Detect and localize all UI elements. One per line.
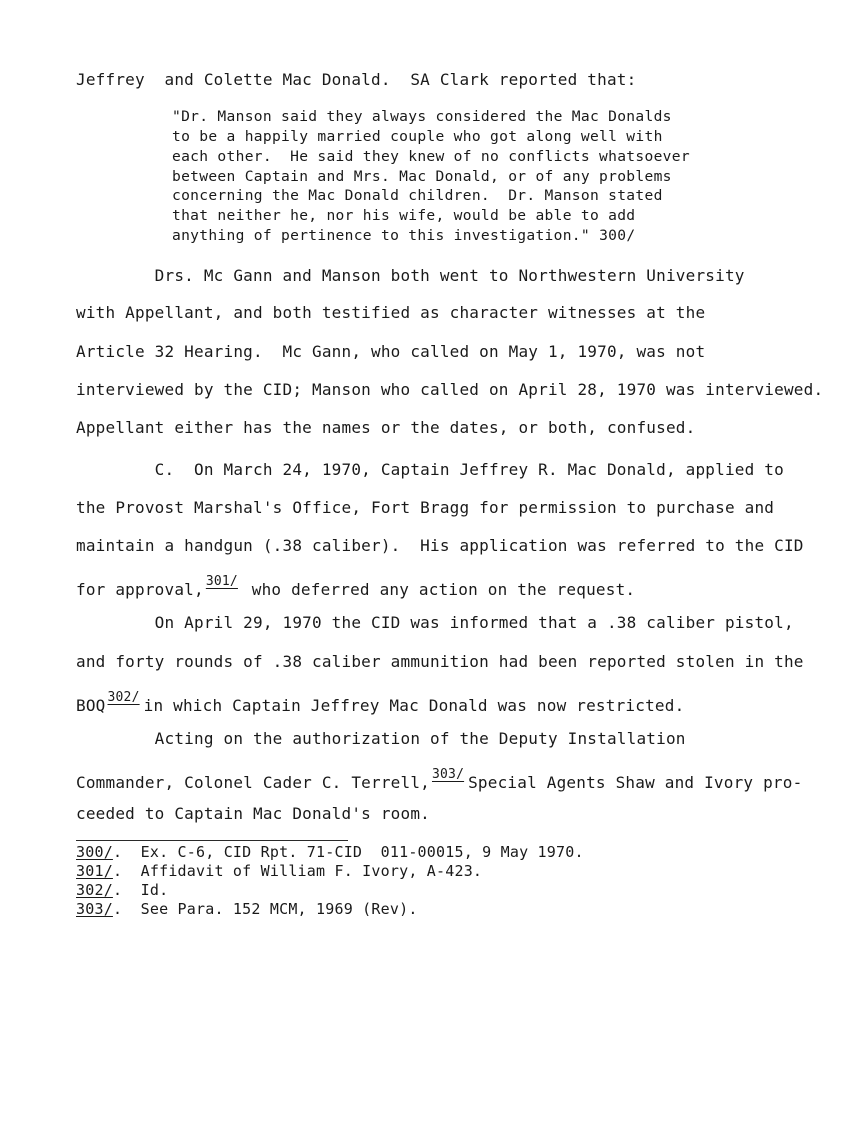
body-line: Acting on the authorization of the Deputy Installation bbox=[76, 729, 686, 748]
footnote-divider bbox=[76, 840, 348, 841]
quote-line: that neither he, nor his wife, would be able to add bbox=[172, 207, 636, 224]
footnote-text: . Id. bbox=[112, 881, 169, 899]
body-line: Drs. Mc Gann and Manson both went to Northwestern University bbox=[76, 266, 745, 285]
footnote bbox=[76, 900, 418, 918]
footnote-number: 301/ bbox=[76, 862, 113, 880]
body-line bbox=[76, 574, 635, 599]
footnote-ref: 303/ bbox=[431, 767, 465, 782]
body-line: interviewed by the CID; Manson who called on April 28, 1970 was interviewed. bbox=[76, 380, 824, 399]
body-line: maintain a handgun (.38 caliber). His application was referred to the CID bbox=[76, 536, 804, 555]
footnote-text: . Affidavit of William F. Ivory, A-423. bbox=[112, 862, 483, 880]
footnote bbox=[76, 843, 584, 861]
quote-line bbox=[172, 227, 635, 244]
body-line: the Provost Marshal's Office, Fort Bragg for permission to purchase and bbox=[76, 498, 775, 517]
quote-line: each other. He said they knew of no conflicts whatsoever bbox=[172, 148, 690, 165]
footnote-ref: 302/ bbox=[107, 690, 140, 705]
body-line: and forty rounds of .38 caliber ammunition had been reported stolen in the bbox=[76, 652, 804, 671]
quote-line: between Captain and Mrs. Mac Donald, or of any problems bbox=[172, 168, 672, 185]
footnote-number: 300/ bbox=[76, 843, 113, 861]
body-line-text: Commander, Colonel Cader C. Terrell, bbox=[76, 773, 430, 792]
footnote-text: . Ex. C-6, CID Rpt. 71-CID 011-00015, 9 May 1970. bbox=[112, 843, 584, 861]
quote-line: to be a happily married couple who got along well with bbox=[172, 128, 663, 145]
body-line-text: BOQ bbox=[76, 696, 106, 715]
quote-line: "Dr. Manson said they always considered the Mac Donalds bbox=[172, 108, 672, 125]
body-line-text: for approval, bbox=[76, 580, 204, 599]
footnote-number: 302/ bbox=[76, 881, 113, 899]
body-line: Article 32 Hearing. Mc Gann, who called on May 1, 1970, was not bbox=[76, 342, 706, 361]
body-line bbox=[76, 767, 802, 792]
body-line bbox=[76, 690, 684, 715]
body-line: ceeded to Captain Mac Donald's room. bbox=[76, 804, 430, 823]
quote-line: concerning the Mac Donald children. Dr. Manson stated bbox=[172, 187, 663, 204]
body-line: On April 29, 1970 the CID was informed that a .38 caliber pistol, bbox=[76, 613, 794, 632]
footnote bbox=[76, 881, 168, 899]
footnote-text: . See Para. 152 MCM, 1969 (Rev). bbox=[112, 900, 418, 918]
quote-line-text: anything of pertinence to this investigation." bbox=[172, 227, 600, 244]
body-line-text: Special Agents Shaw and Ivory pro- bbox=[468, 773, 803, 792]
footnote-ref: 300/ bbox=[599, 227, 636, 244]
footnote-number: 303/ bbox=[76, 900, 113, 918]
footnote-ref: 301/ bbox=[205, 574, 238, 589]
body-line-text: in which Captain Jeffrey Mac Donald was now restricted. bbox=[143, 696, 685, 715]
opening-line: Jeffrey and Colette Mac Donald. SA Clark reported that: bbox=[76, 70, 637, 89]
body-line-text: who deferred any action on the request. bbox=[241, 580, 636, 599]
body-line: with Appellant, and both testified as character witnesses at the bbox=[76, 303, 706, 322]
body-line: Appellant either has the names or the dates, or both, confused. bbox=[76, 418, 696, 437]
footnote bbox=[76, 862, 482, 880]
body-line: C. On March 24, 1970, Captain Jeffrey R. Mac Donald, applied to bbox=[76, 460, 784, 479]
